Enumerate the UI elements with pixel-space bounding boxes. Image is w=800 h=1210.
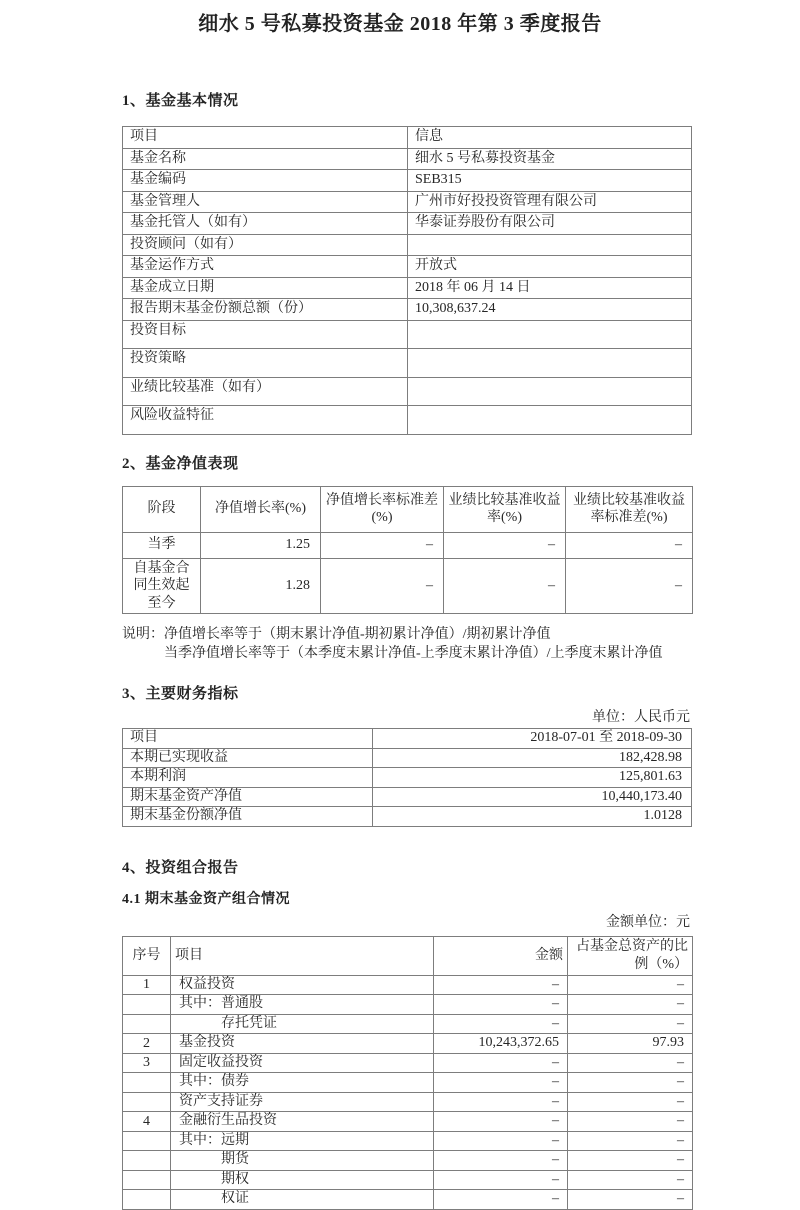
item-cell: 其中：远期 (171, 1131, 434, 1151)
table-row (123, 807, 692, 827)
basic-info-value: 10,308,637.24 (408, 299, 692, 321)
table-row (123, 748, 692, 768)
period-cell: 当季 (123, 532, 201, 558)
ratio-cell: – (568, 1112, 693, 1132)
item-cell: 固定收益投资 (171, 1053, 434, 1073)
ratio-cell: – (568, 1092, 693, 1112)
basic-info-value: 信息 (408, 127, 692, 149)
growth-std-cell: – (321, 532, 444, 558)
header-ratio: 占基金总资产的比例（%） (568, 936, 693, 975)
header-growth-rate: 净值增长率(%) (201, 486, 321, 532)
ratio-cell: – (568, 1053, 693, 1073)
item-cell: 资产支持证券 (171, 1092, 434, 1112)
financial-value: 2018-07-01 至 2018-09-30 (373, 729, 692, 749)
basic-info-value (408, 320, 692, 349)
nav-performance-table (122, 486, 693, 615)
ratio-cell: – (568, 1151, 693, 1171)
table-row (123, 1073, 693, 1093)
basic-info-label: 项目 (123, 127, 408, 149)
item-cell: 其中：普通股 (171, 995, 434, 1015)
growth-cell: 1.25 (201, 532, 321, 558)
benchmark-std-cell: – (566, 532, 693, 558)
ratio-cell: – (568, 1131, 693, 1151)
table-header-row (123, 936, 693, 975)
section-1-heading: 1、基金基本情况 (122, 93, 239, 109)
financial-value: 125,801.63 (373, 768, 692, 788)
basic-info-label: 基金管理人 (123, 191, 408, 213)
header-benchmark-rate: 业绩比较基准收益率(%) (444, 486, 566, 532)
growth-cell: 1.28 (201, 558, 321, 614)
serial-cell: 1 (123, 975, 171, 995)
period-cell: 自基金合同生效起至今 (123, 558, 201, 614)
serial-cell (123, 1131, 171, 1151)
table-row (123, 1034, 693, 1054)
amount-cell: – (434, 1073, 568, 1093)
portfolio-table (122, 936, 693, 1210)
table-row (123, 299, 692, 321)
basic-info-value (408, 349, 692, 378)
table-row (123, 729, 692, 749)
header-serial: 序号 (123, 936, 171, 975)
basic-info-value (408, 234, 692, 256)
serial-cell (123, 1151, 171, 1171)
table-row (123, 170, 692, 192)
basic-info-label: 基金成立日期 (123, 277, 408, 299)
financial-label: 期末基金份额净值 (123, 807, 373, 827)
item-cell: 期货 (171, 1151, 434, 1171)
basic-info-label: 投资策略 (123, 349, 408, 378)
ratio-cell: 97.93 (568, 1034, 693, 1054)
financial-label: 项目 (123, 729, 373, 749)
table-row (123, 320, 692, 349)
table-row (123, 1053, 693, 1073)
header-amount: 金额 (434, 936, 568, 975)
basic-info-value (408, 377, 692, 406)
section-4-heading: 4、投资组合报告 (122, 859, 239, 876)
basic-info-value: 开放式 (408, 256, 692, 278)
basic-info-label: 基金运作方式 (123, 256, 408, 278)
note-line: 说明：净值增长率等于（期末累计净值-期初累计净值）/期初累计净值 (122, 627, 551, 642)
growth-std-cell: – (321, 558, 444, 614)
basic-info-value: 2018 年 06 月 14 日 (408, 277, 692, 299)
table-row (123, 1092, 693, 1112)
financial-label: 本期利润 (123, 768, 373, 788)
serial-cell (123, 1092, 171, 1112)
ratio-cell: – (568, 1170, 693, 1190)
table-row (123, 1014, 693, 1034)
amount-cell: – (434, 1014, 568, 1034)
basic-info-value (408, 406, 692, 435)
ratio-cell: – (568, 975, 693, 995)
table-row (123, 787, 692, 807)
table-header-row (123, 486, 693, 532)
serial-cell (123, 1190, 171, 1210)
serial-cell: 4 (123, 1112, 171, 1132)
table-row (123, 349, 692, 378)
unit-label-financial: 单位：人民币元 (592, 710, 690, 725)
amount-cell: – (434, 995, 568, 1015)
table-row (123, 148, 692, 170)
table-row (123, 975, 693, 995)
amount-cell: – (434, 1170, 568, 1190)
ratio-cell: – (568, 1014, 693, 1034)
basic-info-label: 投资顾问（如有） (123, 234, 408, 256)
header-benchmark-std: 业绩比较基准收益率标准差(%) (566, 486, 693, 532)
financial-value: 10,440,173.40 (373, 787, 692, 807)
table-row (123, 234, 692, 256)
serial-cell: 3 (123, 1053, 171, 1073)
table-row (123, 1170, 693, 1190)
table-row (123, 191, 692, 213)
serial-cell (123, 1170, 171, 1190)
financial-indicators-table (122, 728, 692, 827)
benchmark-std-cell: – (566, 558, 693, 614)
section-4-1-heading: 4.1 期末基金资产组合情况 (122, 891, 290, 907)
header-growth-std: 净值增长率标准差(%) (321, 486, 444, 532)
basic-info-label: 基金名称 (123, 148, 408, 170)
basic-info-value: 广州市好投投资管理有限公司 (408, 191, 692, 213)
item-cell: 基金投资 (171, 1034, 434, 1054)
table-row (123, 995, 693, 1015)
table-row (123, 406, 692, 435)
table-row (123, 1190, 693, 1210)
amount-cell: – (434, 1053, 568, 1073)
item-cell: 金融衍生品投资 (171, 1112, 434, 1132)
table-row (123, 213, 692, 235)
ratio-cell: – (568, 1190, 693, 1210)
basic-info-value: 华泰证券股份有限公司 (408, 213, 692, 235)
basic-info-value: 细水 5 号私募投资基金 (408, 148, 692, 170)
serial-cell (123, 995, 171, 1015)
item-cell: 权益投资 (171, 975, 434, 995)
item-cell: 其中：债券 (171, 1073, 434, 1093)
table-row (123, 558, 693, 614)
item-cell: 存托凭证 (171, 1014, 434, 1034)
financial-value: 1.0128 (373, 807, 692, 827)
serial-cell (123, 1014, 171, 1034)
report-title: 细水 5 号私募投资基金 2018 年第 3 季度报告 (198, 13, 602, 35)
header-item: 项目 (171, 936, 434, 975)
financial-label: 期末基金资产净值 (123, 787, 373, 807)
nav-performance-notes (122, 625, 692, 663)
basic-info-label: 报告期末基金份额总额（份） (123, 299, 408, 321)
section-3-heading: 3、主要财务指标 (122, 686, 239, 702)
basic-info-label: 业绩比较基准（如有） (123, 377, 408, 406)
financial-label: 本期已实现收益 (123, 748, 373, 768)
note-line: 当季净值增长率等于（本季度末累计净值-上季度末累计净值）/上季度末累计净值 (164, 646, 663, 661)
amount-cell: – (434, 1112, 568, 1132)
table-row (123, 532, 693, 558)
financial-value: 182,428.98 (373, 748, 692, 768)
serial-cell: 2 (123, 1034, 171, 1054)
benchmark-cell: – (444, 558, 566, 614)
amount-cell: – (434, 1092, 568, 1112)
amount-cell: – (434, 1151, 568, 1171)
ratio-cell: – (568, 995, 693, 1015)
benchmark-cell: – (444, 532, 566, 558)
basic-info-value: SEB315 (408, 170, 692, 192)
item-cell: 期权 (171, 1170, 434, 1190)
serial-cell (123, 1073, 171, 1093)
table-row (123, 1151, 693, 1171)
table-row (123, 1131, 693, 1151)
amount-cell: – (434, 1131, 568, 1151)
header-period: 阶段 (123, 486, 201, 532)
basic-info-label: 基金托管人（如有） (123, 213, 408, 235)
unit-label-portfolio: 金额单位：元 (606, 914, 690, 930)
amount-cell: – (434, 975, 568, 995)
item-cell: 权证 (171, 1190, 434, 1210)
amount-cell: 10,243,372.65 (434, 1034, 568, 1054)
table-row (123, 377, 692, 406)
table-row (123, 277, 692, 299)
table-row (123, 127, 692, 149)
basic-info-label: 基金编码 (123, 170, 408, 192)
table-row (123, 768, 692, 788)
section-2-heading: 2、基金净值表现 (122, 455, 239, 472)
basic-info-table (122, 126, 692, 435)
table-row (123, 256, 692, 278)
amount-cell: – (434, 1190, 568, 1210)
ratio-cell: – (568, 1073, 693, 1093)
basic-info-label: 风险收益特征 (123, 406, 408, 435)
basic-info-label: 投资目标 (123, 320, 408, 349)
table-row (123, 1112, 693, 1132)
